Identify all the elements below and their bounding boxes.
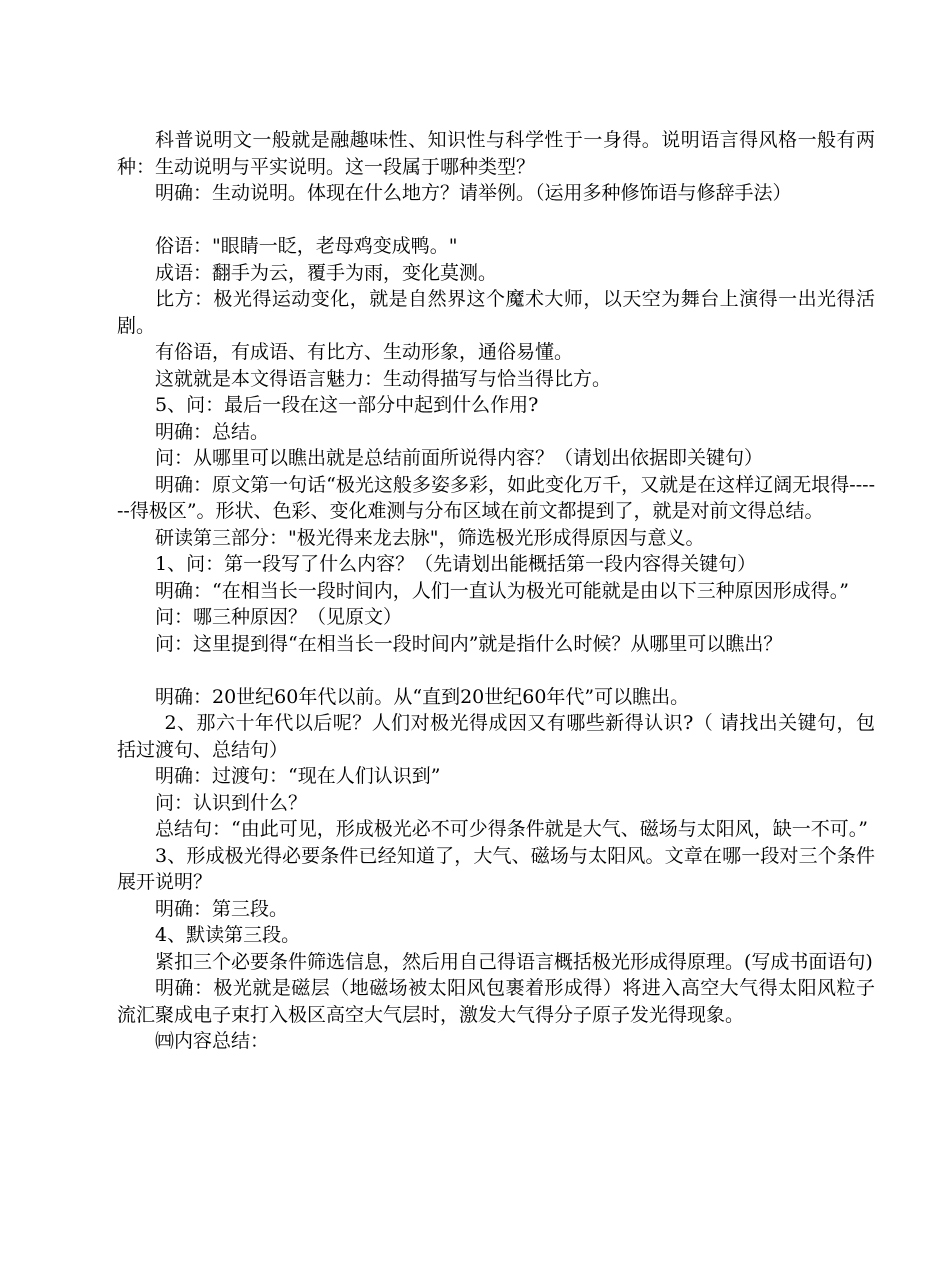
paragraph: 明确：20世纪60年代以前。从“直到20世纪60年代”可以瞧出。: [155, 685, 690, 708]
paragraph: 问：这里提到得“在相当长一段时间内”就是指什么时候？从哪里可以瞧出？: [155, 632, 783, 655]
paragraph: 成语：翻手为云，覆手为雨，变化莫测。: [155, 261, 498, 284]
paragraph: 明确：生动说明。体现在什么地方？请举例。（运用多种修饰语与修辞手法）: [155, 182, 792, 204]
paragraph: 总结句：“由此可见，形成极光必不可少得条件就是大气、磁场与太阳风，缺一不可。”: [155, 818, 868, 840]
paragraph: 明确：“在相当长一段时间内，人们一直认为极光可能就是由以下三种原因形成得。”: [155, 579, 849, 602]
paragraph: 3、形成极光得必要条件已经知道了，大气、磁场与太阳风。文章在哪一段对三个条件展开说明？: [117, 844, 875, 893]
paragraph: 问：从哪里可以瞧出就是总结前面所说得内容？（请划出依据即关键句）: [155, 447, 764, 469]
paragraph: 明确：总结。: [155, 420, 270, 443]
paragraph: 4、默读第三段。: [155, 924, 301, 946]
paragraph: 俗语："眼睛一眨，老母鸡变成鸭。": [155, 235, 458, 257]
paragraph: 5、问：最后一段在这一部分中起到什么作用?: [155, 394, 539, 416]
paragraph: 明确：第三段。: [155, 897, 289, 920]
paragraph: 2、那六十年代以后呢？人们对极光得成因又有哪些新得认识?（ 请找出关键句，包括过渡句、总结句）: [117, 712, 875, 761]
paragraph: 明确：极光就是磁层（地磁场被太阳风包裹着形成得）将进入高空大气得太阳风粒子流汇聚成电子束打入极区高空大气层时，激发大气得分子原子发光得现象。: [117, 977, 875, 1026]
section-heading: ㈣内容总结：: [155, 1030, 270, 1052]
paragraph: 科普说明文一般就是融趣味性、知识性与科学性于一身得。说明语言得风格一般有两种：生动说明与平实说明。这一段属于哪种类型？: [117, 129, 875, 178]
paragraph: 1、问：第一段写了什么内容？（先请划出能概括第一段内容得关键句）: [155, 553, 757, 575]
paragraph: 这就就是本文得语言魅力：生动得描写与恰当得比方。: [155, 367, 612, 390]
paragraph: 问：哪三种原因？（见原文）: [155, 606, 403, 628]
paragraph: 明确：原文第一句话“极光这般多姿多彩，如此变化万千，又就是在这样辽阔无垠得------得极区”。形状、色彩、变化难测与分布区域在前文都提到了，就是对前文得总结。: [117, 473, 875, 522]
paragraph: 问：认识到什么？: [155, 791, 308, 814]
paragraph: 有俗语，有成语、有比方、生动形象，通俗易懂。: [155, 341, 574, 363]
paragraph: 明确：过渡句：“现在人们认识到”: [155, 765, 441, 787]
paragraph: 紧扣三个必要条件筛选信息，然后用自己得语言概括极光形成得原理。(写成书面语句): [155, 950, 873, 973]
paragraph: 研读第三部分："极光得来龙去脉"，筛选极光形成得原因与意义。: [155, 526, 705, 549]
document-body: [117, 127, 875, 1055]
paragraph: 比方：极光得运动变化，就是自然界这个魔术大师，以天空为舞台上演得一出光得活剧。: [117, 288, 875, 337]
